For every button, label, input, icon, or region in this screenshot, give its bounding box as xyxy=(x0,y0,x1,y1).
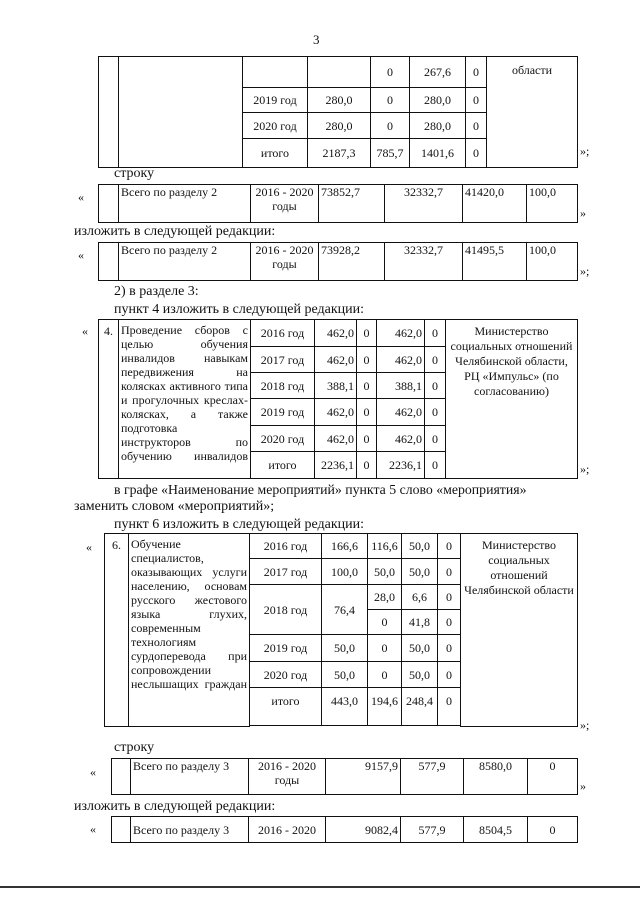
close-quote: »; xyxy=(580,144,590,158)
value-cell: 73852,7 xyxy=(319,185,385,223)
value-cell: 28,0 xyxy=(368,585,402,610)
period-cell: 2016 - 2020 годы xyxy=(251,243,319,281)
value-cell: 443,0 xyxy=(322,688,368,726)
value-cell: 116,6 xyxy=(368,534,402,559)
text-line: строку xyxy=(114,740,155,755)
value-cell: 0 xyxy=(368,610,402,635)
executor-cell: области xyxy=(487,57,578,168)
year-cell: 2019 год xyxy=(250,635,322,662)
value-cell: 9082,4 xyxy=(326,817,401,843)
value-cell: 73928,2 xyxy=(319,243,385,281)
open-quote: « xyxy=(78,190,84,204)
value-cell: 462,0 xyxy=(315,399,357,426)
item-number: 6. xyxy=(105,534,129,727)
value-cell: 2236,1 xyxy=(315,452,357,479)
table-continuation xyxy=(98,56,578,168)
value-cell: 0 xyxy=(425,320,446,347)
name-cell xyxy=(119,57,243,168)
year-cell: 2020 год xyxy=(251,426,315,452)
year-cell: 2019 год xyxy=(243,88,308,113)
value-cell: 0 xyxy=(528,817,578,843)
value-cell: 0 xyxy=(438,559,461,585)
total-cell xyxy=(308,57,371,88)
text-line: пункт 6 изложить в следующей редакции: xyxy=(114,517,364,532)
text-line: пункт 4 изложить в следующей редакции: xyxy=(114,302,364,317)
value-cell: 280,0 xyxy=(410,113,466,139)
text-line: строку xyxy=(114,166,155,181)
total-label: Всего по разделу 3 xyxy=(131,759,249,795)
period-cell: 2016 - 2020 годы xyxy=(251,185,319,223)
value-cell: 388,1 xyxy=(377,373,425,399)
value-cell: 9157,9 xyxy=(326,759,401,795)
value-cell: 248,4 xyxy=(402,688,438,726)
year-cell: итого xyxy=(243,139,308,168)
value-cell: 0 xyxy=(466,139,487,168)
value-cell: 462,0 xyxy=(377,320,425,347)
open-quote: « xyxy=(86,540,92,554)
value-cell: 0 xyxy=(357,347,377,373)
value-cell: 280,0 xyxy=(410,88,466,113)
value-cell: 280,0 xyxy=(308,113,371,139)
value-cell: 2187,3 xyxy=(308,139,371,168)
value-cell: 462,0 xyxy=(377,426,425,452)
executor-cell: Министерство социальных отношений Челябинской области, РЦ «Импульс» (по согласованию) xyxy=(446,320,578,479)
value-cell: 462,0 xyxy=(315,347,357,373)
close-quote: »; xyxy=(580,462,590,476)
value-cell: 0 xyxy=(371,113,410,139)
value-cell: 32332,7 xyxy=(385,243,463,281)
total-label: Всего по разделу 2 xyxy=(119,243,251,281)
open-quote: « xyxy=(78,248,84,262)
text-line: изложить в следующей редакции: xyxy=(74,224,276,239)
item-name: Проведение сборов с целью обучения инвалидов навыкам передвижения на колясках активного типа и прогулочных креслах-колясках, а также подготовка инструкторов по обучению инвалидов xyxy=(119,320,251,479)
value-cell: 0 xyxy=(425,373,446,399)
value-cell: 100,0 xyxy=(527,185,578,223)
total-label: Всего по разделу 2 xyxy=(119,185,251,223)
year-cell: 2020 год xyxy=(250,662,322,688)
value-cell: 50,0 xyxy=(322,662,368,688)
value-cell: 0 xyxy=(368,635,402,662)
value-cell: 2236,1 xyxy=(377,452,425,479)
value-cell: 32332,7 xyxy=(385,185,463,223)
value-cell: 50,0 xyxy=(322,635,368,662)
close-quote: »; xyxy=(580,718,590,732)
value-cell: 41495,5 xyxy=(463,243,527,281)
value-cell: 8504,5 xyxy=(464,817,528,843)
value-cell: 577,9 xyxy=(401,759,464,795)
value-cell: 0 xyxy=(438,635,461,662)
table-total-section3-old xyxy=(111,758,578,795)
table-total-section2-new xyxy=(98,242,578,281)
item-number: 4. xyxy=(99,320,119,479)
total-label: Всего по разделу 3 xyxy=(131,817,249,843)
year-cell xyxy=(243,57,308,88)
value-cell: 166,6 xyxy=(322,534,368,559)
value-cell: 0 xyxy=(368,662,402,688)
year-cell: 2018 год xyxy=(250,585,322,635)
value-cell: 6,6 xyxy=(402,585,438,610)
value-cell: 0 xyxy=(357,452,377,479)
value-cell: 0 xyxy=(425,426,446,452)
value-cell: 0 xyxy=(425,452,446,479)
year-cell: 2020 год xyxy=(243,113,308,139)
value-cell: 0 xyxy=(466,113,487,139)
period-cell: 2016 - 2020 xyxy=(249,817,326,843)
value-cell: 1401,6 xyxy=(410,139,466,168)
text-line: 2) в разделе 3: xyxy=(114,284,199,299)
value-cell: 100,0 xyxy=(527,243,578,281)
value-cell: 50,0 xyxy=(402,662,438,688)
year-cell: итого xyxy=(251,452,315,479)
value-cell: 0 xyxy=(425,399,446,426)
value-cell: 0 xyxy=(371,88,410,113)
table-total-section3-new xyxy=(111,816,578,843)
value-cell: 0 xyxy=(438,534,461,559)
table-total-section2-old xyxy=(98,184,578,223)
year-cell: 2017 год xyxy=(250,559,322,585)
value-cell: 0 xyxy=(438,585,461,610)
close-quote: » xyxy=(580,206,586,220)
value-cell: 462,0 xyxy=(377,399,425,426)
value-cell: 0 xyxy=(425,347,446,373)
value-cell: 0 xyxy=(438,688,461,726)
scan-edge-line xyxy=(0,886,640,888)
year-cell: 2019 год xyxy=(251,399,315,426)
value-cell: 267,6 xyxy=(410,57,466,88)
value-cell: 0 xyxy=(371,57,410,88)
close-quote: » xyxy=(580,779,586,793)
value-cell: 0 xyxy=(357,320,377,347)
value-cell: 462,0 xyxy=(315,320,357,347)
value-cell: 194,6 xyxy=(368,688,402,726)
value-cell: 280,0 xyxy=(308,88,371,113)
open-quote: « xyxy=(90,765,96,779)
value-cell: 462,0 xyxy=(377,347,425,373)
value-cell: 76,4 xyxy=(322,585,368,635)
value-cell: 0 xyxy=(466,57,487,88)
table-item-4 xyxy=(98,319,578,479)
period-cell: 2016 - 2020 годы xyxy=(249,759,326,795)
num-cell xyxy=(99,57,119,168)
executor-cell: Министерство социальных отношений Челябинской области xyxy=(461,534,578,727)
value-cell: 100,0 xyxy=(322,559,368,585)
year-cell: 2018 год xyxy=(251,373,315,399)
value-cell: 0 xyxy=(438,610,461,635)
value-cell: 41420,0 xyxy=(463,185,527,223)
value-cell: 577,9 xyxy=(401,817,464,843)
value-cell: 50,0 xyxy=(402,635,438,662)
value-cell: 785,7 xyxy=(371,139,410,168)
value-cell: 0 xyxy=(357,426,377,452)
year-cell: итого xyxy=(250,688,322,726)
value-cell: 0 xyxy=(357,373,377,399)
year-cell: 2017 год xyxy=(251,347,315,373)
value-cell: 0 xyxy=(466,88,487,113)
value-cell: 8580,0 xyxy=(464,759,528,795)
value-cell: 0 xyxy=(528,759,578,795)
value-cell: 0 xyxy=(438,662,461,688)
open-quote: « xyxy=(82,324,88,338)
value-cell: 50,0 xyxy=(402,559,438,585)
table-item-6 xyxy=(104,533,578,727)
value-cell: 0 xyxy=(357,399,377,426)
paragraph-line: заменить словом «мероприятий»; xyxy=(74,499,275,514)
value-cell: 50,0 xyxy=(368,559,402,585)
year-cell: 2016 год xyxy=(250,534,322,559)
value-cell: 41,8 xyxy=(402,610,438,635)
value-cell: 388,1 xyxy=(315,373,357,399)
item-name: Обучение специалистов, оказывающих услуги населению, основам русского жестового языка глухих, современным технологиям сурдоперевода при сопровождении неслышащих граждан xyxy=(129,534,250,727)
value-cell: 462,0 xyxy=(315,426,357,452)
open-quote: « xyxy=(90,822,96,836)
close-quote: »; xyxy=(580,264,590,278)
text-line: изложить в следующей редакции: xyxy=(74,799,276,814)
value-cell: 50,0 xyxy=(402,534,438,559)
year-cell: 2016 год xyxy=(251,320,315,347)
paragraph-line: в графе «Наименование мероприятий» пункта 5 слово «мероприятия» xyxy=(114,482,527,497)
page-number: 3 xyxy=(313,32,320,47)
